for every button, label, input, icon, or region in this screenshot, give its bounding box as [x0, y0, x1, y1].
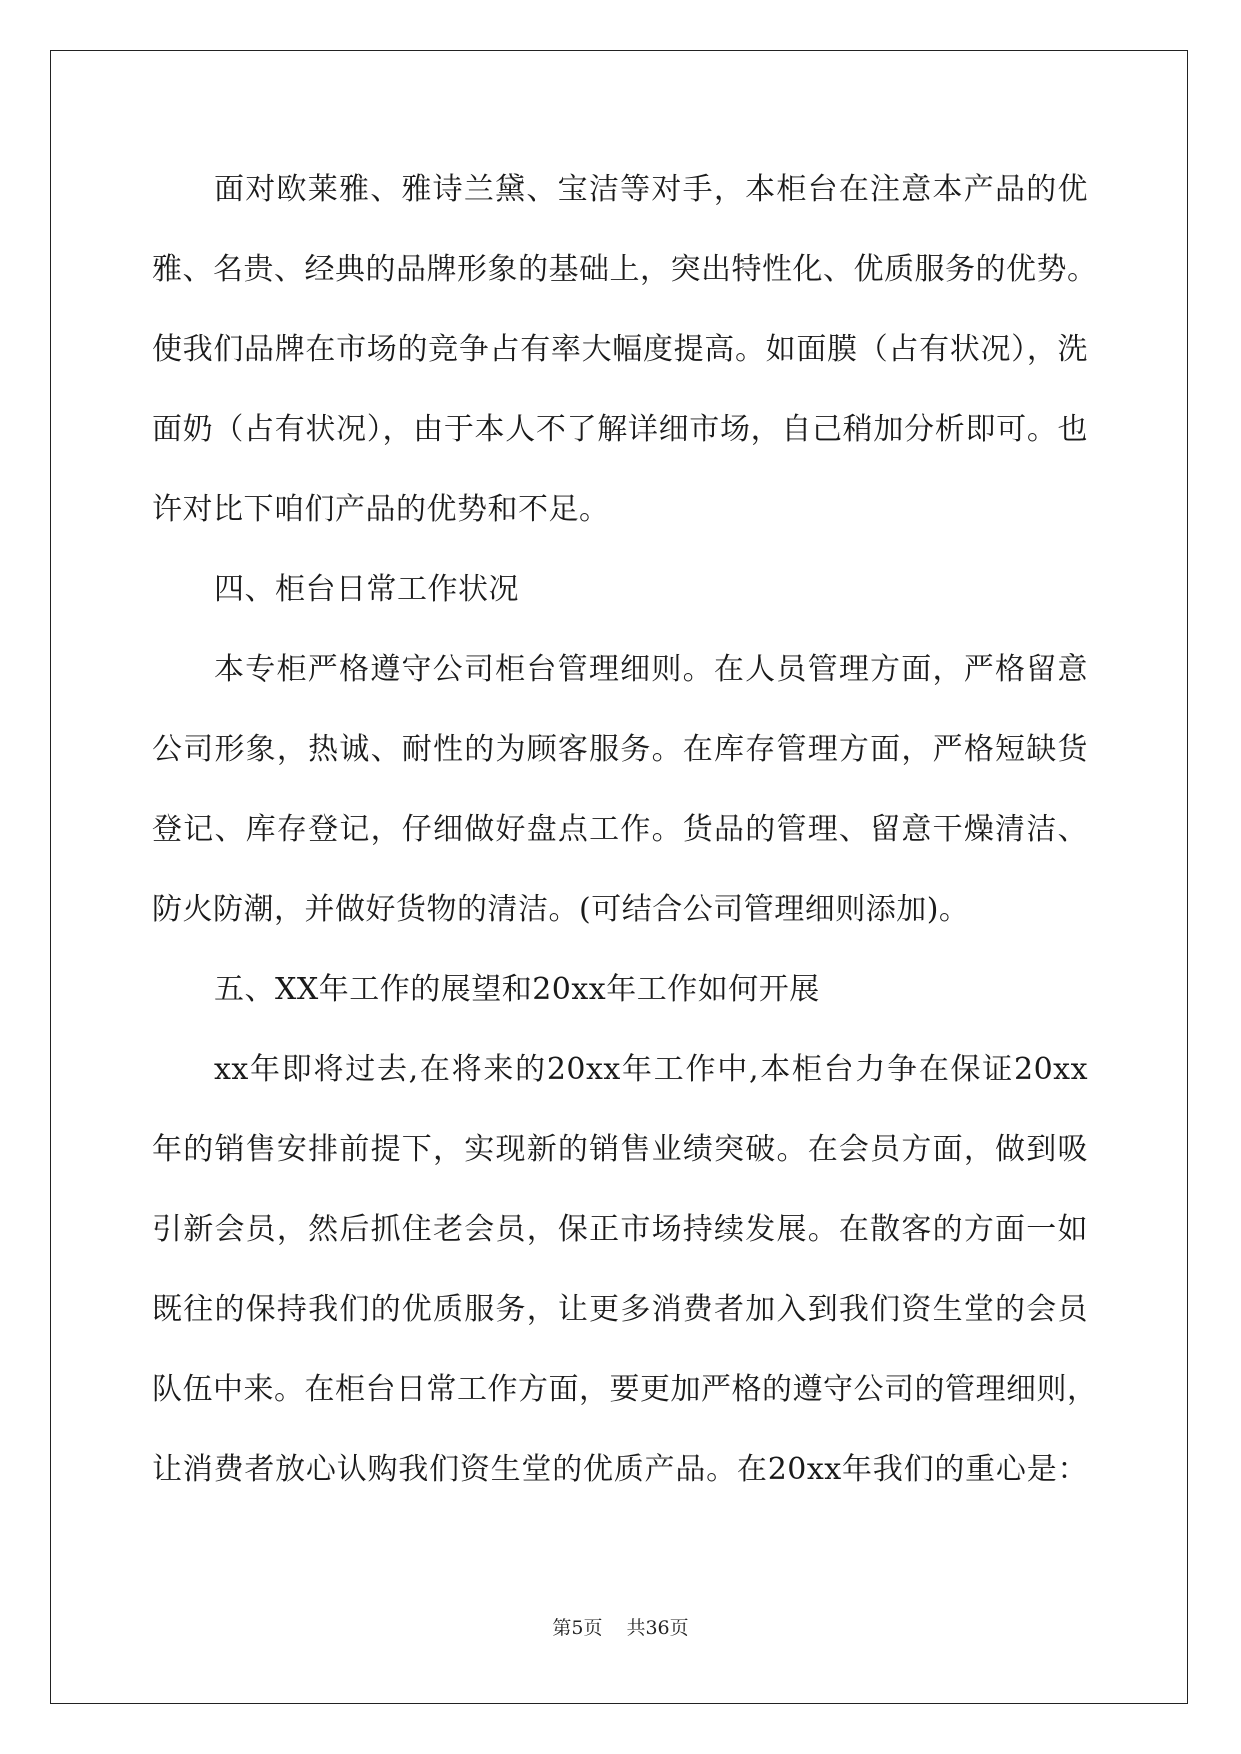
paragraph-line: 面奶（占有状况），由于本人不了解详细市场，自己稍加分析即可。也	[152, 412, 1088, 447]
paragraph-line: 本专柜严格遵守公司柜台管理细则。在人员管理方面，严格留意	[214, 652, 1088, 687]
document-body	[152, 160, 1098, 1520]
section-heading: 四、柜台日常工作状况	[214, 572, 519, 607]
page-number: 第5页	[552, 1617, 603, 1639]
paragraph-line: 登记、库存登记，仔细做好盘点工作。货品的管理、留意干燥清洁、	[152, 812, 1088, 847]
paragraph-line: 雅、名贵、经典的品牌形象的基础上，突出特性化、优质服务的优势。	[152, 252, 1098, 287]
paragraph-line: 防火防潮，并做好货物的清洁。(可结合公司管理细则添加)。	[152, 892, 970, 927]
paragraph-line: 让消费者放心认购我们资生堂的优质产品。在20xx年我们的重心是：	[152, 1452, 1088, 1487]
paragraph-line: 引新会员，然后抓住老会员，保正市场持续发展。在散客的方面一如	[152, 1212, 1088, 1247]
paragraph-line: xx年即将过去,在将来的20xx年工作中,本柜台力争在保证20xx	[214, 1052, 1088, 1087]
section-heading: 五、XX年工作的展望和20xx年工作如何开展	[214, 972, 820, 1007]
paragraph-line: 面对欧莱雅、雅诗兰黛、宝洁等对手，本柜台在注意本产品的优	[214, 172, 1088, 207]
paragraph-line: 公司形象，热诚、耐性的为顾客服务。在库存管理方面，严格短缺货	[152, 732, 1088, 767]
page-total: 共36页	[626, 1617, 689, 1639]
paragraph-line: 许对比下咱们产品的优势和不足。	[152, 492, 610, 527]
page-footer	[0, 1613, 1241, 1640]
paragraph-line: 队伍中来。在柜台日常工作方面，要更加严格的遵守公司的管理细则，	[152, 1372, 1098, 1407]
paragraph-line: 既往的保持我们的优质服务，让更多消费者加入到我们资生堂的会员	[152, 1292, 1088, 1327]
paragraph-line: 使我们品牌在市场的竞争占有率大幅度提高。如面膜（占有状况），洗	[152, 332, 1088, 367]
paragraph-line: 年的销售安排前提下，实现新的销售业绩突破。在会员方面，做到吸	[152, 1132, 1088, 1167]
